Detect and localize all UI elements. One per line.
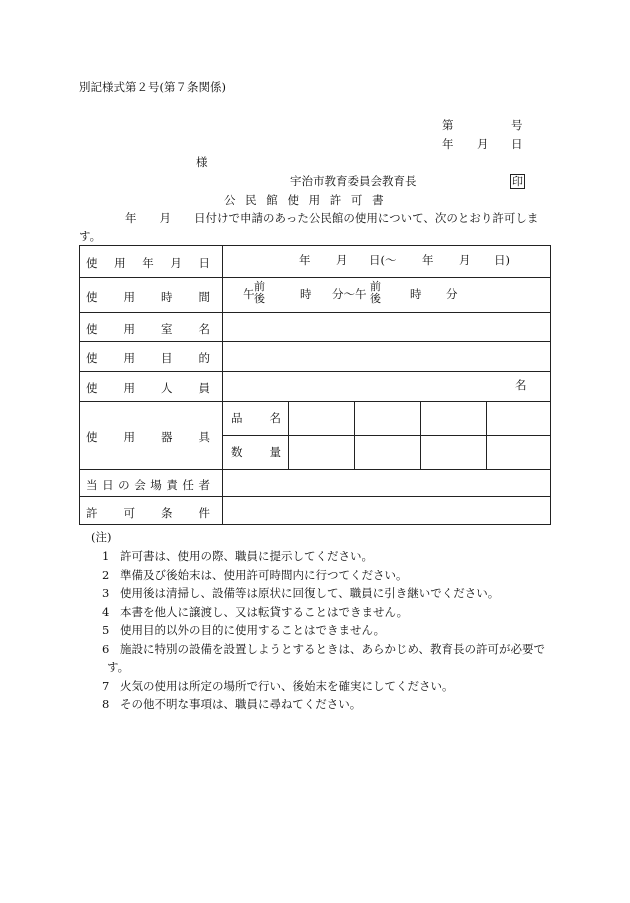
date-month2: 月: [459, 253, 471, 267]
pm-label-2: 後: [370, 291, 381, 305]
date-year: 年: [299, 253, 311, 267]
note-number: 2: [102, 568, 110, 582]
seal-mark: 印: [512, 175, 523, 188]
note-text: 施設に特別の設備を設置しようとするときは、あらかじめ、教育長の許可が必要で: [120, 642, 546, 656]
date-year2: 年: [422, 253, 434, 267]
time-am-pm-selector-2: [370, 281, 381, 304]
note-number: 1: [102, 549, 110, 563]
am-label-2: 前: [370, 280, 381, 293]
number-suffix: 号: [511, 118, 523, 132]
note-number: 6: [102, 642, 110, 656]
note-text: 火気の使用は所定の場所で行い、後始末を確実にしてください。: [120, 679, 454, 693]
note-text: 本書を他人に譲渡し、又は転貸することはできません。: [120, 605, 409, 619]
label-equipment: 使 用 器 具: [86, 430, 210, 444]
addressee-suffix: 様: [196, 155, 208, 169]
date-day2: 日): [494, 253, 510, 267]
issuer-name: 宇治市教育委員会教育長: [290, 174, 417, 188]
pm-label: 後: [254, 291, 265, 305]
time-hour2: 時: [410, 287, 422, 301]
issue-month-label: 月: [477, 137, 489, 151]
equipment-item-label: 品 名: [231, 411, 281, 425]
time-minute-to: 分～午: [332, 287, 367, 301]
note-text: 許可書は、使用の際、職員に提示してください。: [120, 549, 373, 563]
note-text: 使用目的以外の目的に使用することはできません。: [120, 623, 386, 637]
note-number: 4: [102, 605, 110, 619]
am-label: 前: [254, 280, 265, 293]
date-day-range-start: 日(～: [369, 253, 397, 267]
note-text: 準備及び後始末は、使用許可時間内に行つてください。: [120, 568, 408, 582]
time-hour: 時: [300, 287, 312, 301]
note-text: その他不明な事項は、職員に尋ねてください。: [120, 697, 362, 711]
label-room-name: 使 用 室 名: [86, 322, 210, 336]
body-text-line2: す。: [79, 229, 102, 243]
issue-day-label: 日: [511, 137, 523, 151]
note-number: 7: [102, 679, 110, 693]
date-month: 月: [336, 253, 348, 267]
note-number: 5: [102, 623, 110, 637]
body-text-line1: 年 月 日付けで申請のあった公民館の使用について、次のとおり許可しま: [125, 211, 539, 225]
document-title: 公 民 館 使 用 許 可 書: [224, 193, 387, 207]
note-number: 3: [102, 586, 110, 600]
label-use-time: 使 用 時 間: [86, 290, 210, 304]
time-minute2: 分: [446, 287, 458, 301]
note-text: 使用後は清掃し、設備等は原状に回復して、職員に引き継いでください。: [120, 586, 500, 600]
time-gozen: 午: [243, 287, 255, 301]
note-number: 8: [102, 697, 110, 711]
label-purpose: 使 用 目 的: [86, 351, 210, 365]
label-responsible-person: 当 日 の 会 場 責 任 者: [86, 478, 210, 492]
notes-heading: (注): [91, 530, 112, 544]
time-am-pm-selector: [254, 281, 265, 304]
label-attendees: 使 用 人 員: [86, 381, 210, 395]
note-text-continuation: す。: [107, 660, 130, 674]
issue-year-label: 年: [442, 137, 454, 151]
attendees-unit: 名: [515, 378, 527, 392]
label-conditions: 許 可 条 件: [86, 506, 210, 520]
label-use-date: 使 用 年 月 日: [86, 256, 210, 270]
equipment-qty-label: 数 量: [231, 445, 281, 459]
form-reference: 別記様式第２号(第７条関係): [79, 80, 226, 94]
number-prefix: 第: [442, 118, 454, 132]
